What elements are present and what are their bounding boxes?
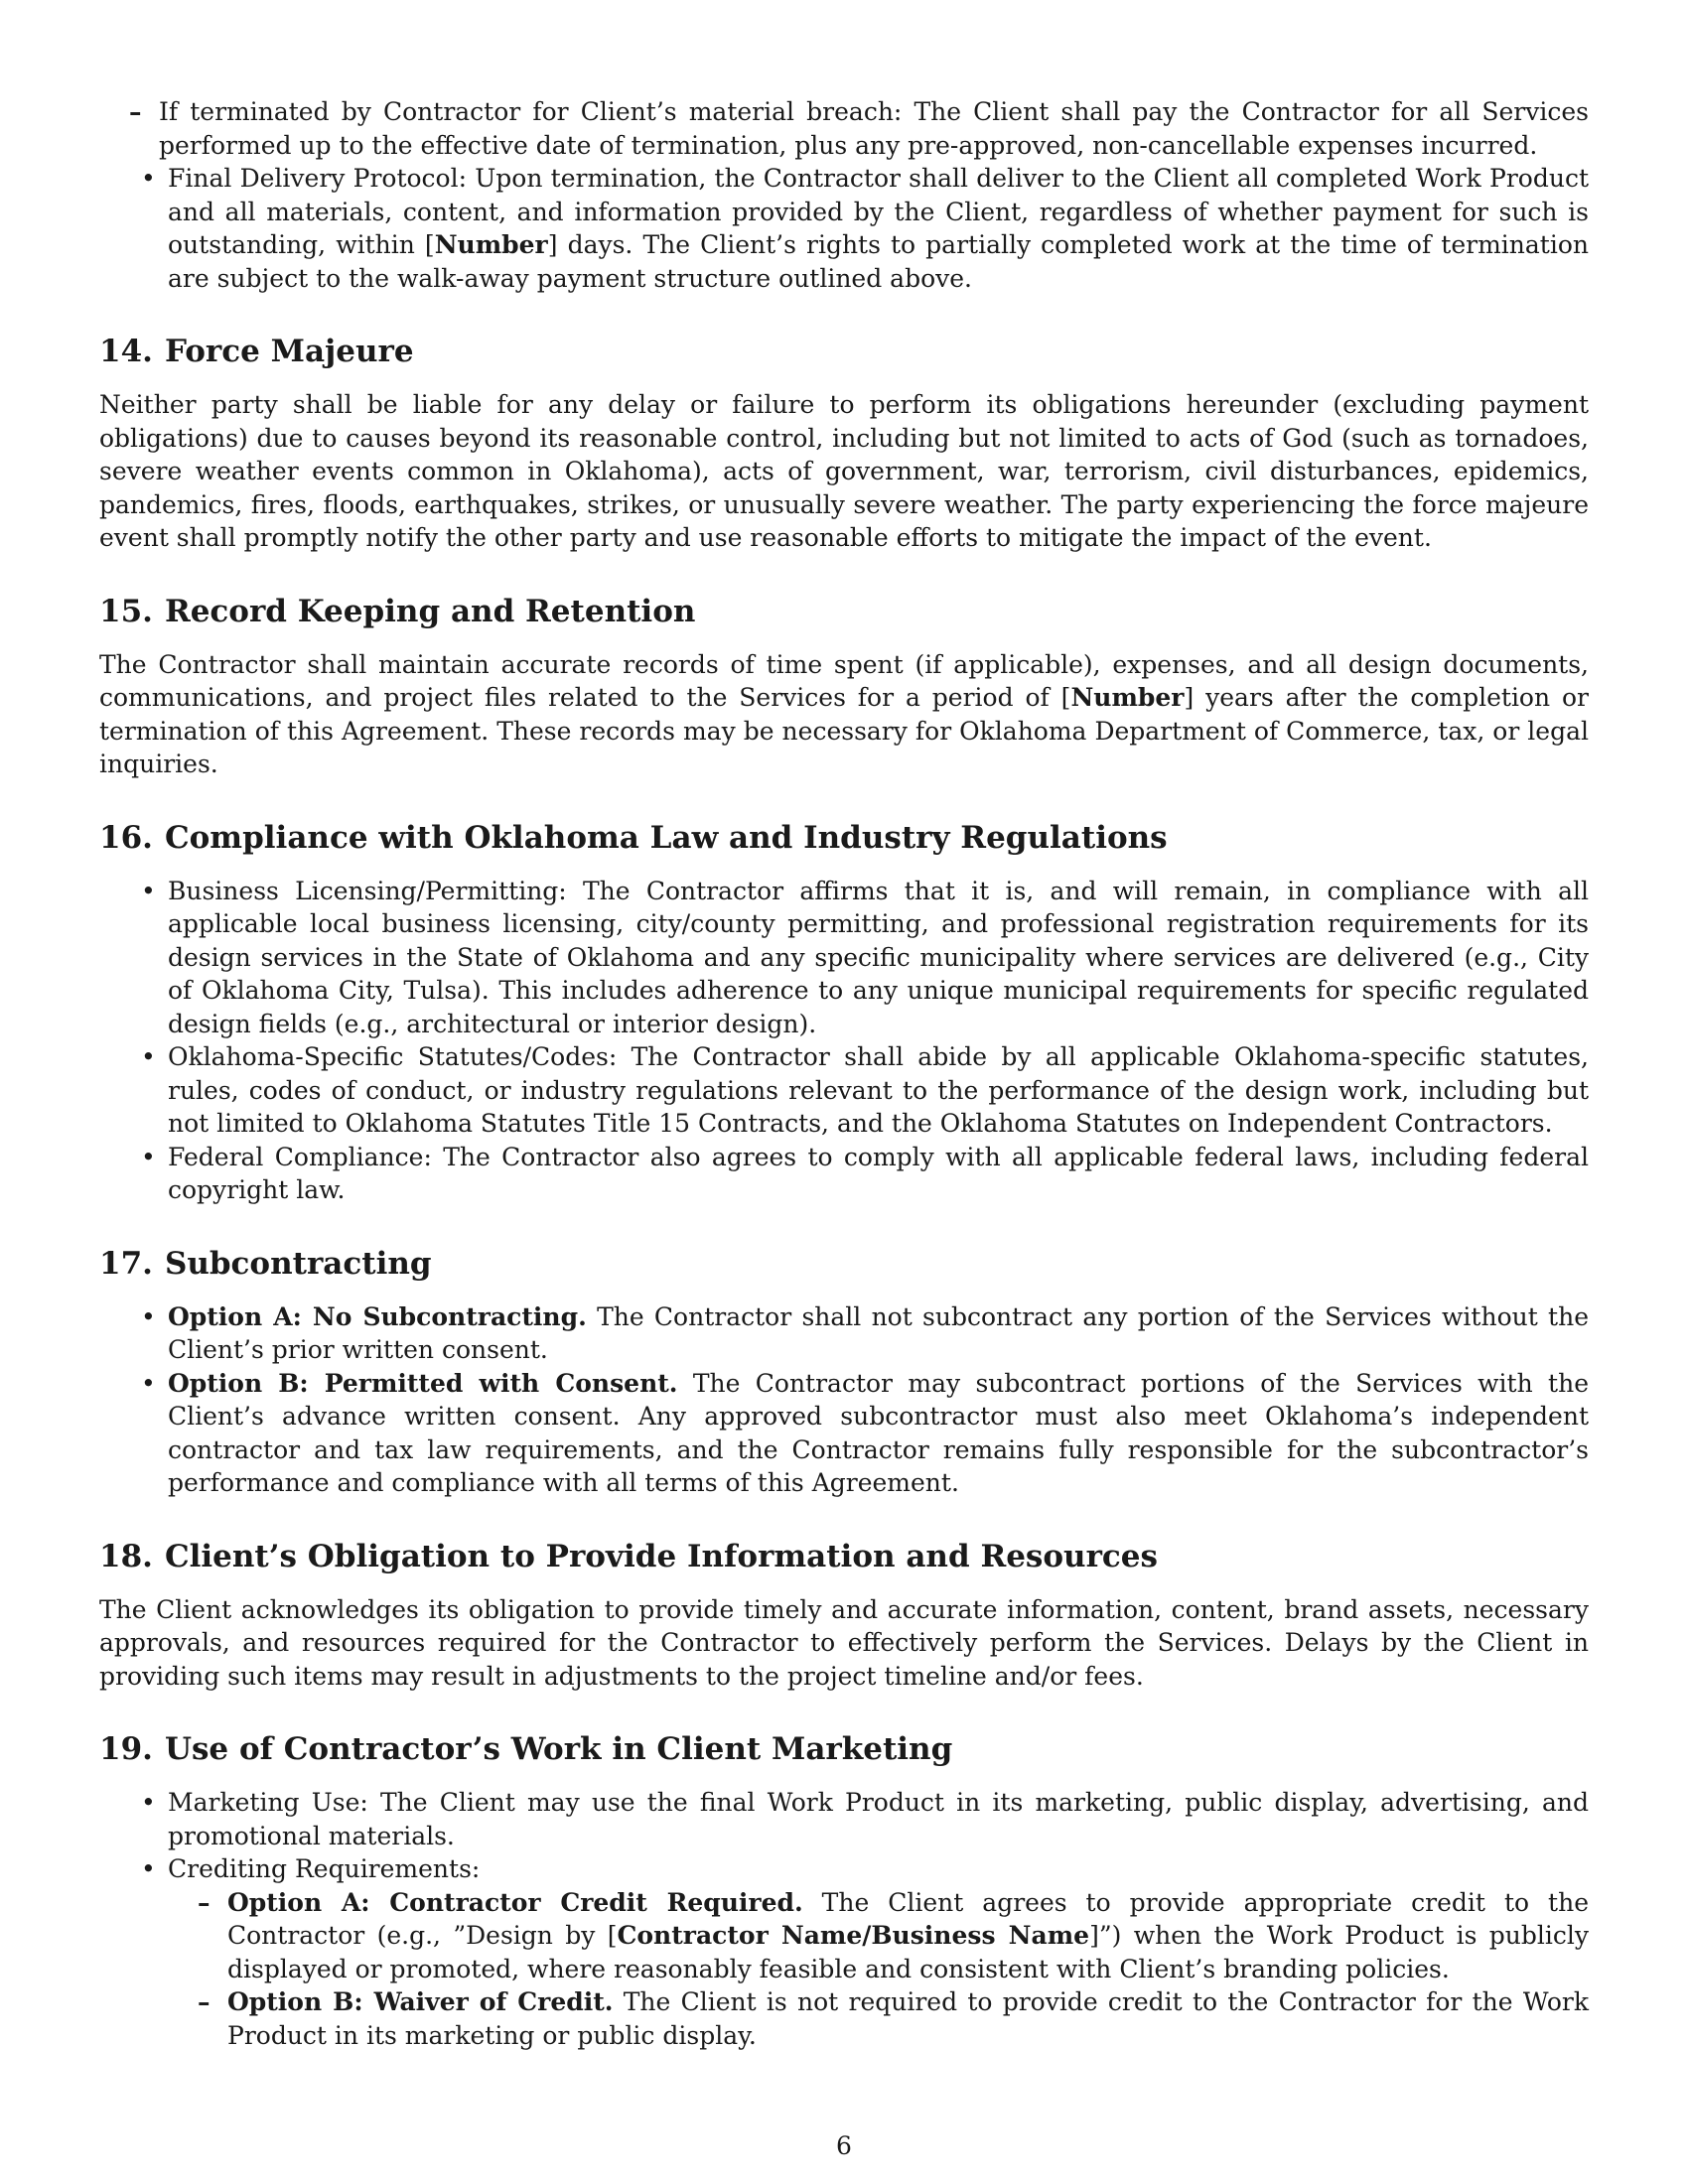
crediting-options [168,1886,1589,2053]
section-15-body [99,648,1589,781]
section-17-list [99,1300,1589,1500]
section-number: 15. [99,593,153,629]
option-label: Option A: Contractor Credit Required. [227,1887,803,1917]
section-19-heading [99,1730,1589,1768]
list-item: • Business Licensing/Permitting: The Contractor affirms that it is, and will remain, in compliance with all applicable local business licensing, city/county permitting, and professional registration requirements for its design services in the State of Oklahoma and any specific municipality where services are delivered (e.g., City of Oklahoma City, Tulsa). This includes adherence to any unique municipal requirements for specific regulated design fields (e.g., architectural or interior design). [168,875,1589,1041]
section-18-heading [99,1538,1589,1575]
section-16-heading [99,819,1589,857]
option-a-item [168,1300,1589,1367]
section-16-list [99,875,1589,1207]
termination-list [99,162,1589,295]
termination-sublist [99,95,1589,162]
option-text: The Contractor may subcontract portions of the Services with the Client’s advance written consent. Any approved subcontractor must also meet Oklahoma’s independent contractor and tax law requirements, and the Contractor remains fully responsible for the subcontractor’s performance and compliance with all terms of this Agreement. [168,1368,1589,1497]
document-page [99,95,1589,2052]
termination-breach-text: If terminated by Contractor for Client’s material breach: The Client shall pay the Contractor for all Services performed up to the effective date of termination, plus any pre-approved, non-cancellable expenses incurred. [159,97,1589,160]
crediting-label: Crediting Requirements: [168,1854,481,1883]
option-label: Option B: Permitted with Consent. [168,1368,678,1398]
credit-option-a [227,1886,1589,1986]
contractor-name-placeholder: Contractor Name/Business Name [617,1921,1090,1950]
option-b-item [168,1367,1589,1500]
option-text: The Contractor shall not subcontract any portion of the Services without the Client’s prior written consent. [168,1301,1589,1364]
option-label: Option A: No Subcontracting. [168,1301,587,1331]
section-number: 18. [99,1538,153,1574]
option-text: The Client is not required to provide credit to the Contractor for the Work Product in its marketing or public display. [227,1987,1589,2050]
termination-breach-item [159,95,1589,162]
crediting-item [168,1852,1589,2052]
section-title: Compliance with Oklahoma Law and Industry Regulations [164,819,1168,856]
section-19-list [99,1786,1589,2052]
option-label: Option B: Waiver of Credit. [227,1987,614,2016]
page-number: 6 [836,2131,852,2160]
final-delivery-text-pre: Final Delivery Protocol: Upon termination, the Contractor shall deliver to the Client all completed Work Product and all materials, content, and information provided by the Client, regardless of whether payment for such is outstanding, within [ [168,164,1589,259]
section-title: Use of Contractor’s Work in Client Marketing [164,1731,953,1767]
marketing-use-item: • Marketing Use: The Client may use the final Work Product in its marketing, public display, advertising, and promotional materials. [168,1786,1589,1852]
number-placeholder: Number [434,230,548,259]
section-number: 16. [99,819,153,856]
option-text-post: ]”) when the Work Product is publicly displayed or promoted, where reasonably feasible and consistent with Client’s branding policies. [227,1921,1590,1983]
section-15-text-pre: The Contractor shall maintain accurate records of time spent (if applicable), expenses, and all design documents, communications, and project files related to the Services for a period of [ [99,649,1589,712]
section-number: 17. [99,1245,153,1282]
section-17-heading [99,1245,1589,1283]
final-delivery-item [168,162,1589,295]
number-placeholder: Number [1070,683,1185,712]
section-number: 19. [99,1731,153,1767]
final-delivery-text-post: ] days. The Client’s rights to partially completed work at the time of termination are subject to the walk-away payment structure outlined above. [168,230,1590,293]
option-text-pre: The Client agrees to provide appropriate credit to the Contractor (e.g., ”Design by [ [227,1887,1589,1950]
list-item: • Oklahoma-Specific Statutes/Codes: The Contractor shall abide by all applicable Oklahoma-specific statutes, rules, codes of conduct, or industry regulations relevant to the performance of the design work, including but not limited to Oklahoma Statutes Title 15 Contracts, and the Oklahoma Statutes on Independent Contractors. [168,1040,1589,1141]
section-15-heading [99,593,1589,630]
section-title: Client’s Obligation to Provide Information and Resources [164,1538,1158,1574]
credit-option-b [227,1985,1589,2052]
section-15-text-post: ] years after the completion or termination of this Agreement. These records may be necessary for Oklahoma Department of Commerce, tax, or legal inquiries. [99,683,1589,778]
section-title: Record Keeping and Retention [164,593,696,629]
section-18-body: The Client acknowledges its obligation to provide timely and accurate information, content, brand assets, necessary approvals, and resources required for the Contractor to effectively perform the Services. Delays by the Client in providing such items may result in adjustments to the project timeline and/or fees. [99,1594,1589,1691]
section-number: 14. [99,334,153,369]
section-14-body: Neither party shall be liable for any delay or failure to perform its obligations hereunder (excluding payment obligations) due to causes beyond its reasonable control, including but not limited to acts of God (such as tornadoes, severe weather events common in Oklahoma), acts of government, war, terrorism, civil disturbances, epidemics, pandemics, fires, floods, earthquakes, strikes, or unusually severe weather. The party experiencing the force majeure event shall promptly notify the other party and use reasonable efforts to mitigate the impact of the event. [99,390,1589,552]
list-item: • Federal Compliance: The Contractor also agrees to comply with all applicable federal laws, including federal copyright law. [168,1141,1589,1207]
section-title: Force Majeure [164,334,414,369]
section-title: Subcontracting [164,1245,432,1282]
section-14-heading [99,333,1589,370]
